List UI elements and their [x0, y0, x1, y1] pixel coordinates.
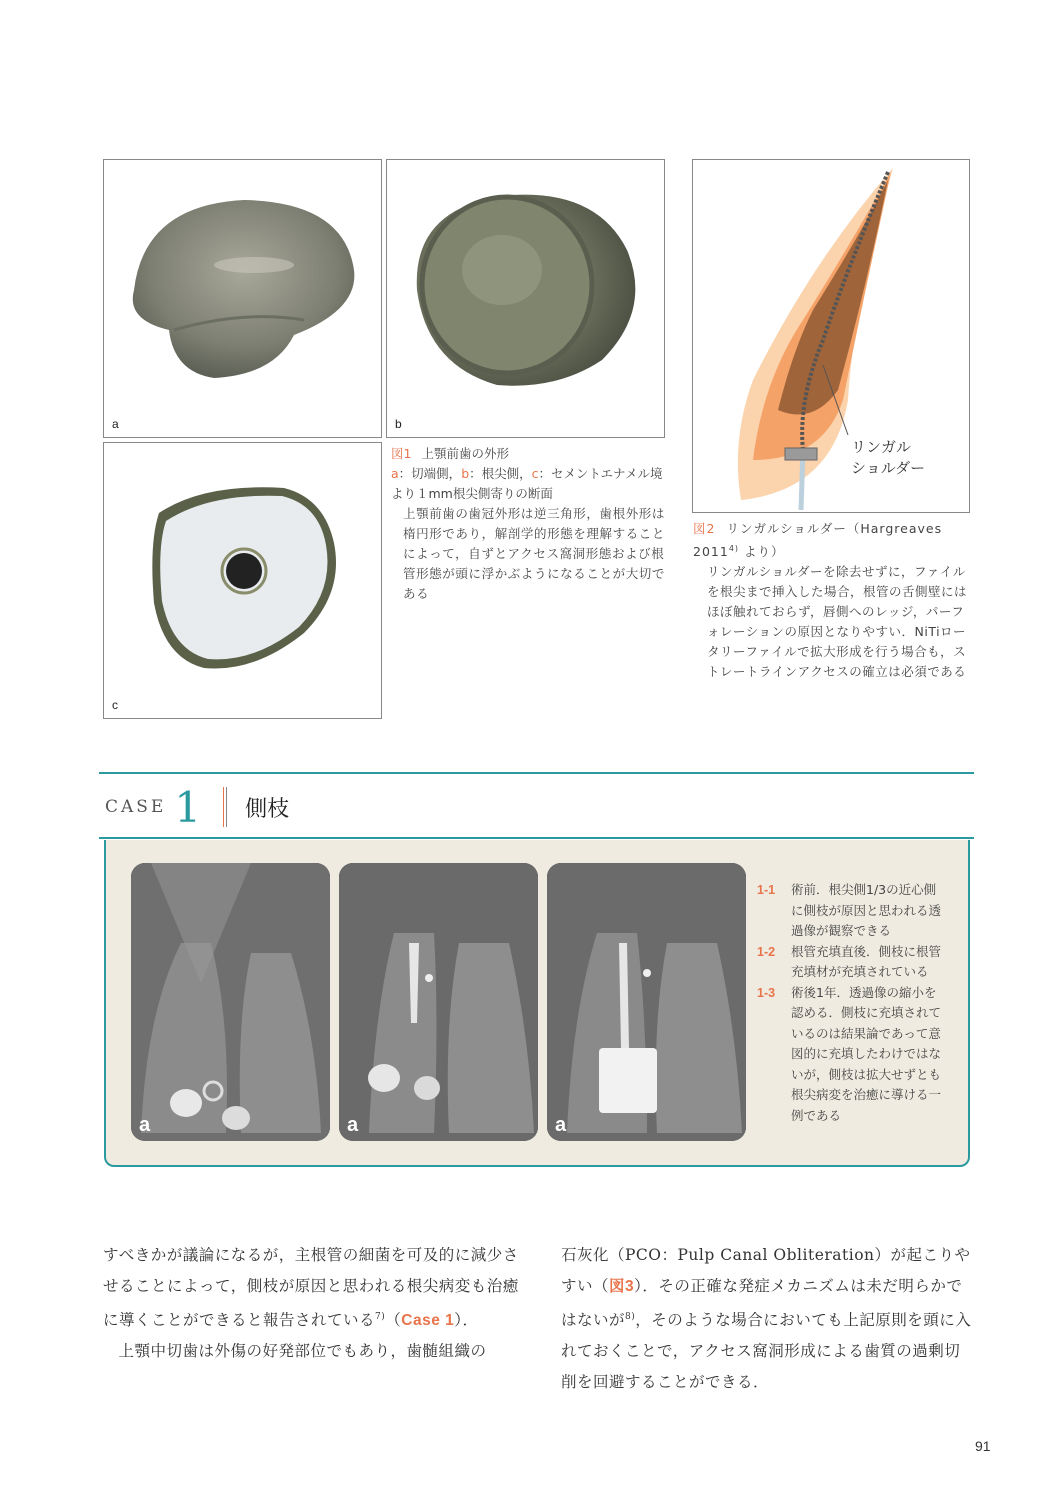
lingual-shoulder-illustration [693, 160, 970, 513]
case-number: 1 [174, 782, 202, 832]
case-item-1-3: 1-3 術後1年．透過像の縮小を認める．側枝に充填されているのは結果論であって意図的に充填したわけではないが，側枝は拡大せずとも根尖病変を治癒に導ける一例である [757, 984, 942, 1123]
figure3-link[interactable]: 図3 [609, 1278, 635, 1295]
body-right-column [561, 1240, 973, 1398]
figure1-sub: a：切端側，b：根尖側，c：セメントエナメル境より１mm根尖側寄りの断面 [391, 466, 663, 501]
figure2-title: 図2 リンガルショルダー（Hargreaves 2011$^{4)}$ より） [693, 521, 943, 560]
figure1-body: 上顎前歯の歯冠外形は逆三角形，歯根外形は楕円形であり，解剖学的形態を理解することによって，自ずとアクセス窩洞形態および根管形態が頭に浮かぶようになることが大切である [403, 506, 666, 601]
figure2-caption [693, 519, 971, 682]
case-top-rule [99, 772, 974, 774]
figure1-photo-c [103, 442, 382, 719]
panel-label-b: b [395, 417, 402, 431]
figure1-title-text: 上顎前歯の外形 [421, 446, 509, 461]
case-label: CASE [105, 797, 167, 817]
apical-view-image [387, 160, 665, 438]
figure2-diagram [692, 159, 970, 513]
lingual-shoulder-label-2: ショルダー [851, 459, 926, 477]
figure2-body: リンガルショルダーを除去せずに，ファイルを根尖まで挿入した場合，根管の舌側壁にはほぼ触れておらず，唇側へのレッジ，パーフォレーションの原因となりやすい．NiTiロータリーファイルで拡大形成を行う場合も，ストレートラインアクセスの確立は必須である [707, 564, 968, 680]
figure2-number: 図2 [693, 521, 716, 536]
figure1-photo-b [386, 159, 665, 438]
body-left-paragraph-2: 上顎中切歯は外傷の好発部位でもあり，歯髄組織の [118, 1342, 487, 1361]
case-header [105, 782, 289, 832]
figure1-caption [391, 444, 666, 604]
body-right-paragraph: 石灰化（PCO：Pulp Canal Obliteration）が起こりやすい（図3）．その正確な発症メカニズムは未だ明らかではないが$^{8)}$，そのような場合においても上記原則を頭に入れておくことで，アクセス窩洞形成による歯質の過剰切削を回避することができる． [561, 1246, 972, 1392]
body-left-paragraph-1: すべきかが議論になるが，主根管の細菌を可及的に減少させることによって，側枝が原因と思われる根尖病変も治癒に導くことができると報告されている$^{7)}$（Case 1）． [103, 1246, 519, 1330]
figure1-number: 図1 [391, 446, 412, 461]
case1-link[interactable]: Case 1 [401, 1312, 455, 1330]
case-bottom-rule [99, 837, 974, 839]
panel-label-c: c [112, 698, 118, 712]
xray-1-3 [547, 863, 746, 1141]
case-item-1-1: 1-1 術前．根尖側1/3の近心側に側枝が原因と思われる透過像が観察できる [757, 882, 942, 938]
xray-label: a [139, 1114, 151, 1136]
figure1-photo-a [103, 159, 382, 438]
case-divider [223, 787, 227, 827]
cross-section-image [104, 443, 382, 719]
case-captions [757, 880, 947, 1126]
xray-1-2 [339, 863, 538, 1141]
body-left-column [103, 1240, 519, 1367]
case-item-1-2: 1-2 根管充填直後．側枝に根管充填材が充填されている [757, 943, 942, 979]
page-number: 91 [975, 1438, 991, 1454]
xray-1-1 [131, 863, 330, 1141]
xray-label: a [555, 1114, 567, 1136]
figure1-title [391, 444, 666, 464]
xray-label: a [347, 1114, 359, 1136]
case-title: 側枝 [245, 796, 290, 822]
lingual-shoulder-label-1: リンガル [851, 438, 912, 456]
panel-label-a: a [112, 417, 119, 431]
incisal-view-image [104, 160, 382, 438]
